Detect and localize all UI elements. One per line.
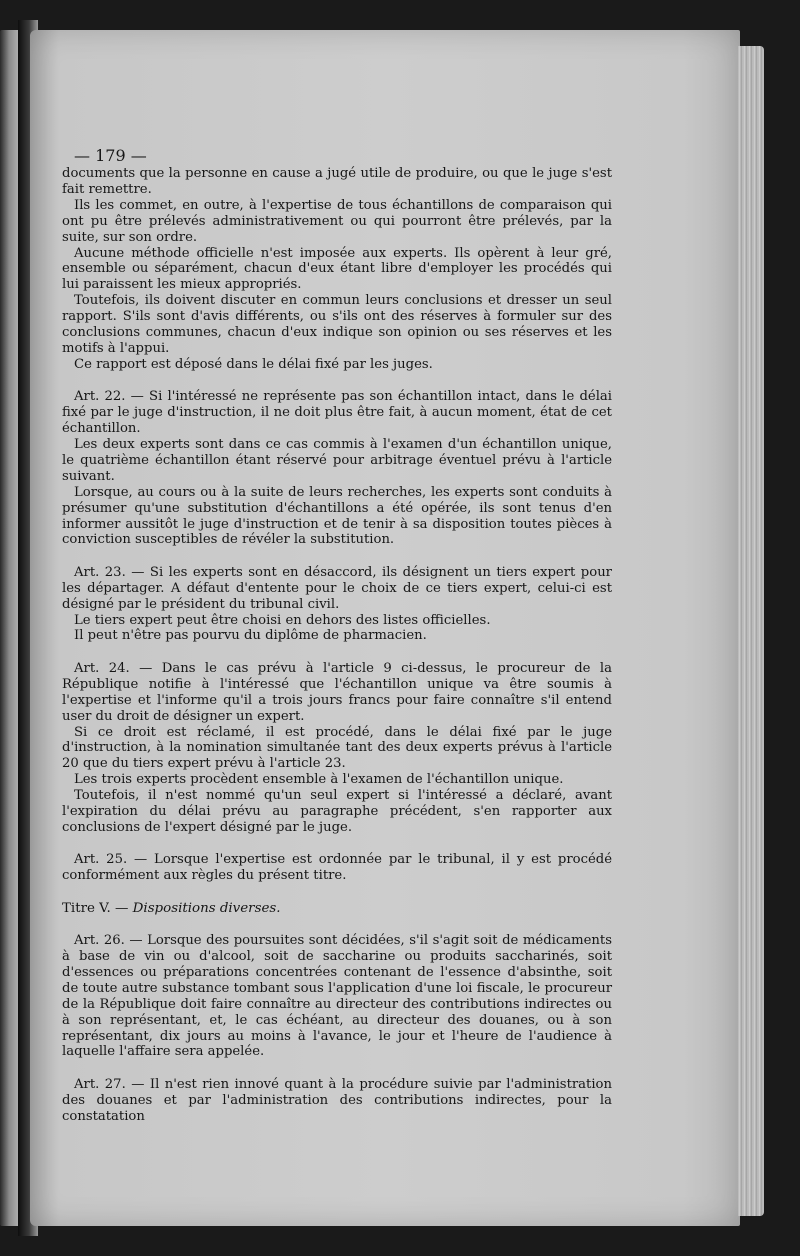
paragraph: documents que la personne en cause a jugé utile de produire, ou que le juge s'est fait remettre. — [62, 166, 612, 197]
article-25: Art. 25. — Lorsque l'expertise est ordonnée par le tribunal, il y est procédé conformément aux règles du présent titre. — [62, 852, 612, 884]
article-27: Art. 27. — Il n'est rien innové quant à la procédure suivie par l'administration des douanes et par l'administration des contributions indirectes, pour la constatation — [62, 1076, 612, 1124]
page-text — [62, 146, 612, 1125]
paragraph: Si ce droit est réclamé, il est procédé, dans le délai fixé par le juge d'instruction, à la nomination simultanée tant des deux experts prévus à l'article 20 que du tiers expert prévu à l'article 23. — [62, 724, 612, 772]
article-22: Art. 22. — Si l'intéressé ne représente pas son échantillon intact, dans le délai fixé par le juge d'instruction, il ne doit plus être fait, à aucun moment, état de cet échantillon. — [62, 389, 612, 437]
section-title — [62, 901, 612, 917]
paragraph: Il peut n'être pas pourvu du diplôme de pharmacien. — [74, 628, 427, 644]
paragraph: Le tiers expert peut être choisi en dehors des listes officielles. — [74, 612, 491, 628]
title-italic: Dispositions diverses. — [132, 901, 281, 917]
page-number: — 179 — — [74, 146, 147, 165]
article-23: Art. 23. — Si les experts sont en désaccord, ils désignent un tiers expert pour les départager. A défaut d'entente pour le choix de ce tiers expert, celui-ci est désigné par le président du tribunal civil. — [62, 564, 612, 612]
paragraph: Ce rapport est déposé dans le délai fixé par les juges. — [74, 356, 433, 372]
paragraph: Toutefois, il n'est nommé qu'un seul expert si l'intéressé a déclaré, avant l'expiration du délai prévu au paragraphe précédent, s'en rapporter aux conclusions de l'expert désigné par le juge. — [62, 788, 612, 835]
paragraph: Les deux experts sont dans ce cas commis à l'examen d'un échantillon unique, le quatrième échantillon étant réservé pour arbitrage éventuel prévu à l'article suivant. — [62, 437, 612, 484]
paragraph: Aucune méthode officielle n'est imposée aux experts. Ils opèrent à leur gré, ensemble ou séparément, chacun d'eux étant libre d'employer les procédés qui lui paraissent les mieux appropriés. — [62, 245, 612, 293]
page-stack-edges — [738, 46, 764, 1216]
paragraph: Lorsque, au cours ou à la suite de leurs recherches, les experts sont conduits à présumer qu'une substitution d'échantillons a été opérée, ils sont tenus d'en informer aussitôt le juge d'instruction et de tenir à sa disposition toutes pièces à conviction susceptibles de révéler la substitution. — [62, 484, 612, 548]
article-26: Art. 26. — Lorsque des poursuites sont décidées, s'il s'agit soit de médicaments à base de vin ou d'alcool, soit de saccharine ou produits saccharinés, soit d'essences ou préparations concentrées contenant de l'essence d'absinthe, soit de toute autre substance tombant sous l'application d'une loi fiscale, le procureur de la République doit faire connaître au directeur des contributions indirectes ou à son représentant, et, le cas échéant, au directeur des douanes, ou à son représentant, dix jours au moins à l'avance, le jour et l'heure de l'audience à laquelle l'affaire sera appelée. — [62, 933, 612, 1060]
title-prefix: Titre V. — — [62, 901, 133, 917]
article-24: Art. 24. — Dans le cas prévu à l'article 9 ci-dessus, le procureur de la République notifie à l'intéressé que l'échantillon unique va être soumis à l'expertise et l'informe qu'il a trois jours francs pour faire connaître s'il entend user du droit de désigner un expert. — [62, 660, 612, 724]
paragraph: Ils les commet, en outre, à l'expertise de tous échantillons de comparaison qui ont pu être prélevés administrativement ou qui pourront être prélevés, par la suite, sur son ordre. — [62, 197, 612, 245]
paragraph: Les trois experts procèdent ensemble à l'examen de l'échantillon unique. — [74, 772, 564, 788]
paragraph: Toutefois, ils doivent discuter en commun leurs conclusions et dresser un seul rapport. S'ils sont d'avis différents, ou s'ils ont des réserves à formuler sur des conclusions communes, chacun d'eux indique son opinion ou ses réserves et les motifs à l'appui. — [62, 293, 612, 356]
